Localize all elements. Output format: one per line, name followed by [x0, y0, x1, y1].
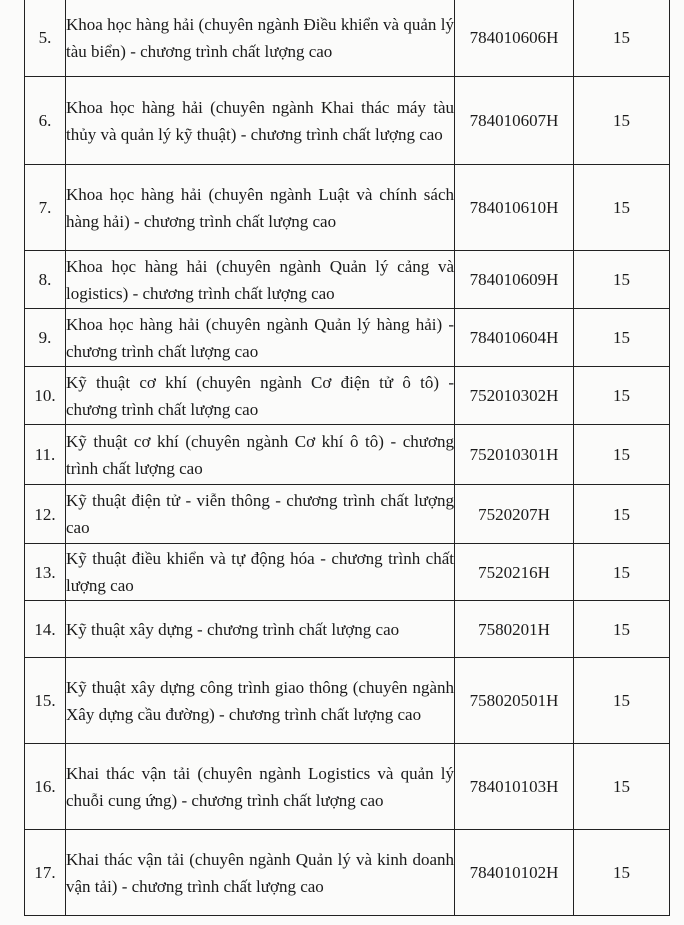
table-row	[25, 251, 670, 309]
row-number: 6.	[25, 77, 66, 165]
program-name: Khoa học hàng hải (chuyên ngành Quản lý cảng và logistics) - chương trình chất lượng cao	[66, 251, 455, 309]
table-row	[25, 744, 670, 830]
program-code: 752010301H	[455, 425, 574, 485]
program-code: 784010604H	[455, 309, 574, 367]
row-number: 14.	[25, 601, 66, 658]
program-quota: 15	[574, 744, 670, 830]
table-row	[25, 165, 670, 251]
table-row	[25, 367, 670, 425]
row-number: 11.	[25, 425, 66, 485]
program-quota: 15	[574, 658, 670, 744]
program-quota: 15	[574, 830, 670, 916]
program-name: Khoa học hàng hải (chuyên ngành Quản lý hàng hải) - chương trình chất lượng cao	[66, 309, 455, 367]
program-quota: 15	[574, 77, 670, 165]
program-name: Khoa học hàng hải (chuyên ngành Khai thác máy tàu thủy và quản lý kỹ thuật) - chương trình chất lượng cao	[66, 77, 455, 165]
table-row	[25, 309, 670, 367]
program-quota: 15	[574, 251, 670, 309]
program-name: Khoa học hàng hải (chuyên ngành Luật và chính sách hàng hải) - chương trình chất lượng cao	[66, 165, 455, 251]
program-name: Kỹ thuật điều khiển và tự động hóa - chương trình chất lượng cao	[66, 544, 455, 601]
program-quota: 15	[574, 0, 670, 77]
program-code: 784010609H	[455, 251, 574, 309]
program-name: Khoa học hàng hải (chuyên ngành Điều khiển và quản lý tàu biển) - chương trình chất lượng cao	[66, 0, 455, 77]
program-quota: 15	[574, 165, 670, 251]
program-name: Khai thác vận tải (chuyên ngành Logistics và quản lý chuỗi cung ứng) - chương trình chất lượng cao	[66, 744, 455, 830]
table-row	[25, 658, 670, 744]
row-number: 17.	[25, 830, 66, 916]
program-quota: 15	[574, 544, 670, 601]
row-number: 10.	[25, 367, 66, 425]
program-table	[24, 0, 670, 916]
program-name: Kỹ thuật cơ khí (chuyên ngành Cơ điện tử ô tô) - chương trình chất lượng cao	[66, 367, 455, 425]
program-code: 784010103H	[455, 744, 574, 830]
program-quota: 15	[574, 309, 670, 367]
row-number: 12.	[25, 485, 66, 544]
program-code: 758020501H	[455, 658, 574, 744]
program-code: 7580201H	[455, 601, 574, 658]
program-quota: 15	[574, 367, 670, 425]
table-row	[25, 485, 670, 544]
program-name: Khai thác vận tải (chuyên ngành Quản lý và kinh doanh vận tải) - chương trình chất lượng cao	[66, 830, 455, 916]
program-quota: 15	[574, 601, 670, 658]
table-row	[25, 425, 670, 485]
program-quota: 15	[574, 485, 670, 544]
row-number: 16.	[25, 744, 66, 830]
table-row	[25, 830, 670, 916]
program-code: 752010302H	[455, 367, 574, 425]
table-row	[25, 601, 670, 658]
row-number: 5.	[25, 0, 66, 77]
program-code: 784010102H	[455, 830, 574, 916]
row-number: 13.	[25, 544, 66, 601]
table-row	[25, 77, 670, 165]
row-number: 15.	[25, 658, 66, 744]
table-row	[25, 0, 670, 77]
program-name: Kỹ thuật xây dựng - chương trình chất lượng cao	[66, 601, 455, 658]
program-name: Kỹ thuật xây dựng công trình giao thông (chuyên ngành Xây dựng cầu đường) - chương trình chất lượng cao	[66, 658, 455, 744]
program-quota: 15	[574, 425, 670, 485]
program-name: Kỹ thuật điện tử - viễn thông - chương trình chất lượng cao	[66, 485, 455, 544]
program-code: 784010610H	[455, 165, 574, 251]
table-row	[25, 544, 670, 601]
row-number: 9.	[25, 309, 66, 367]
program-code: 7520207H	[455, 485, 574, 544]
row-number: 7.	[25, 165, 66, 251]
program-name: Kỹ thuật cơ khí (chuyên ngành Cơ khí ô tô) - chương trình chất lượng cao	[66, 425, 455, 485]
program-code: 784010606H	[455, 0, 574, 77]
program-code: 784010607H	[455, 77, 574, 165]
program-code: 7520216H	[455, 544, 574, 601]
row-number: 8.	[25, 251, 66, 309]
